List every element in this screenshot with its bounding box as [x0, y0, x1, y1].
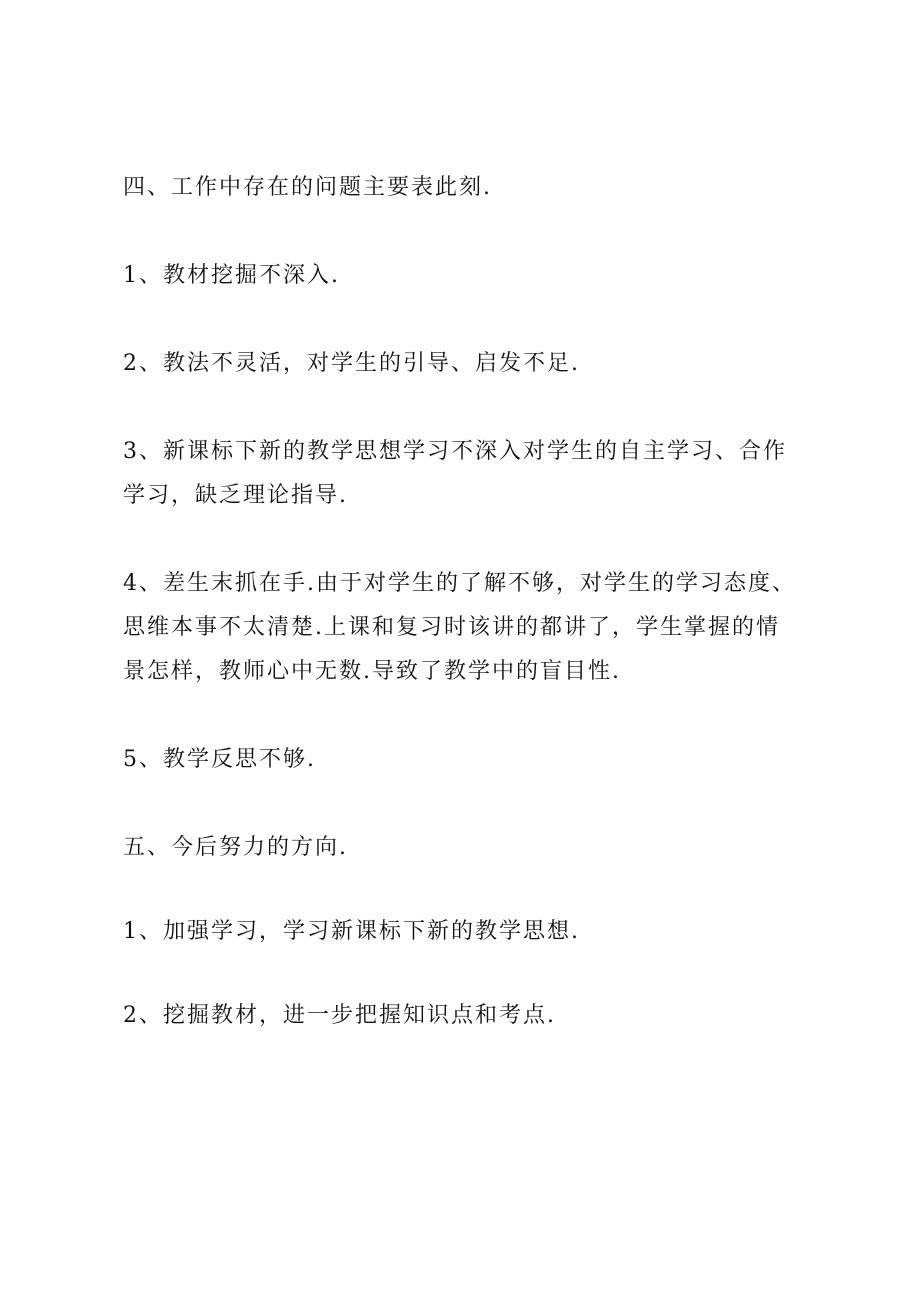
list-item: 5、教学反思不够. [123, 747, 316, 772]
list-item: 1、教材挖掘不深入. [123, 263, 340, 288]
list-item: 3、新课标下新的教学思想学习不深入对学生的自主学习、合作学习，缺乏理论指导. [123, 439, 787, 508]
list-item: 1、加强学习，学习新课标下新的教学思想. [123, 919, 580, 944]
document-body [123, 166, 803, 1038]
section-heading-direction: 五、今后努力的方向. [123, 835, 348, 860]
list-item: 2、挖掘教材，进一步把握知识点和考点. [123, 1003, 556, 1028]
section-heading-problems: 四、工作中存在的问题主要表此刻. [123, 175, 492, 200]
list-item: 4、差生末抓在手.由于对学生的了解不够，对学生的学习态度、思维本事不太清楚.上课和复习时该讲的都讲了，学生掌握的情景怎样，教师心中无数.导致了教学中的盲目性. [123, 571, 796, 684]
list-item: 2、教法不灵活，对学生的引导、启发不足. [123, 351, 580, 376]
